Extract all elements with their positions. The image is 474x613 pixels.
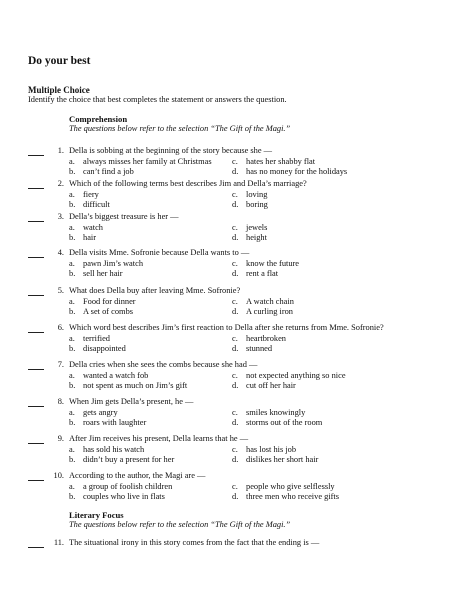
option-letter: c. (232, 408, 238, 417)
answer-option (69, 259, 143, 269)
question-number: 7. (57, 360, 64, 369)
question-text: What does Della buy after leaving Mme. Sofronie? (69, 286, 241, 295)
option-text: watch (83, 223, 103, 232)
answer-blank[interactable] (28, 369, 44, 370)
question-item (0, 323, 474, 353)
option-text: has lost his job (246, 445, 297, 454)
question-number: 6. (57, 323, 64, 332)
answer-option (232, 482, 335, 492)
option-text: storms out of the room (246, 418, 323, 427)
question-text: Della visits Mme. Sofronie because Della wants to — (69, 248, 250, 257)
option-letter: d. (232, 167, 239, 176)
answer-option (69, 445, 144, 455)
answer-option (232, 307, 293, 317)
answer-blank[interactable] (28, 547, 44, 548)
option-text: dislikes her short hair (246, 455, 319, 464)
option-text: difficult (83, 200, 110, 209)
option-text: hair (83, 233, 97, 242)
answer-option (69, 297, 136, 307)
answer-option (69, 157, 212, 167)
question-number: 11. (53, 538, 64, 547)
option-letter: d. (232, 344, 239, 353)
option-text: disappointed (83, 344, 126, 353)
answer-option (69, 190, 99, 200)
answer-option (232, 157, 315, 167)
option-letter: a. (69, 190, 75, 199)
answer-option (69, 344, 126, 354)
question-item (0, 471, 474, 501)
option-letter: b. (69, 381, 76, 390)
option-letter: b. (69, 269, 76, 278)
question-text: The situational irony in this story comes from the fact that the ending is — (69, 538, 320, 547)
option-letter: b. (69, 344, 76, 353)
question-item (0, 179, 474, 209)
comprehension-title: Comprehension (69, 114, 128, 124)
option-text: A watch chain (246, 297, 294, 306)
option-text: a group of foolish children (83, 482, 173, 491)
question-item (0, 248, 474, 278)
option-text: stunned (246, 344, 273, 353)
answer-option (69, 381, 187, 391)
option-letter: d. (232, 233, 239, 242)
answer-blank[interactable] (28, 155, 44, 156)
answer-option (232, 371, 346, 381)
answer-blank[interactable] (28, 257, 44, 258)
option-text: loving (246, 190, 268, 199)
option-letter: d. (232, 307, 239, 316)
answer-blank[interactable] (28, 188, 44, 189)
option-text: Food for dinner (83, 297, 136, 306)
option-letter: d. (232, 455, 239, 464)
option-text: jewels (246, 223, 268, 232)
question-text: Della’s biggest treasure is her — (69, 212, 179, 221)
option-text: heartbroken (246, 334, 286, 343)
option-text: cut off her hair (246, 381, 296, 390)
option-text: sell her hair (83, 269, 123, 278)
question-item (0, 434, 474, 464)
question-text: After Jim receives his present, Della learns that he — (69, 434, 249, 443)
option-letter: a. (69, 223, 75, 232)
option-letter: d. (232, 269, 239, 278)
question-number: 2. (57, 179, 64, 188)
option-text: didn’t buy a present for her (83, 455, 175, 464)
option-letter: b. (69, 492, 76, 501)
option-letter: a. (69, 297, 75, 306)
option-letter: d. (232, 418, 239, 427)
answer-blank[interactable] (28, 332, 44, 333)
answer-option (69, 371, 148, 381)
option-text: not spent as much on Jim’s gift (83, 381, 188, 390)
question-text: Which of the following terms best describes Jim and Della’s marriage? (69, 179, 307, 188)
answer-option (69, 408, 118, 418)
option-letter: a. (69, 259, 75, 268)
answer-option (232, 167, 347, 177)
option-letter: a. (69, 445, 75, 454)
answer-option (232, 381, 296, 391)
option-letter: b. (69, 167, 76, 176)
option-text: terrified (83, 334, 110, 343)
option-text: has no money for the holidays (246, 167, 348, 176)
answer-blank[interactable] (28, 221, 44, 222)
option-text: know the future (246, 259, 300, 268)
question-number: 8. (57, 397, 64, 406)
question-text: Which word best describes Jim’s first reaction to Della after she returns from Mme. Sofronie? (69, 323, 384, 332)
option-letter: c. (232, 297, 238, 306)
option-text: couples who live in flats (83, 492, 165, 501)
option-letter: a. (69, 482, 75, 491)
question-number: 3. (57, 212, 64, 221)
answer-option (69, 482, 172, 492)
option-text: three men who receive gifts (246, 492, 340, 501)
question-number: 4. (57, 248, 64, 257)
option-letter: b. (69, 455, 76, 464)
option-letter: c. (232, 223, 238, 232)
option-letter: c. (232, 190, 238, 199)
option-letter: b. (69, 307, 76, 316)
option-letter: a. (69, 371, 75, 380)
answer-option (232, 334, 286, 344)
option-text: hates her shabby flat (246, 157, 316, 166)
question-number: 9. (57, 434, 64, 443)
answer-option (69, 223, 103, 233)
option-letter: c. (232, 334, 238, 343)
answer-option (232, 259, 299, 269)
section-title: Multiple Choice (28, 85, 90, 95)
option-text: roars with laughter (83, 418, 147, 427)
option-text: people who give selflessly (246, 482, 335, 491)
option-letter: c. (232, 371, 238, 380)
comprehension-note: The questions below refer to the selection “The Gift of the Magi.” (69, 124, 291, 133)
option-text: gets angry (83, 408, 118, 417)
option-text: can’t find a job (83, 167, 134, 176)
answer-option (232, 492, 339, 502)
literary-focus-title: Literary Focus (69, 510, 124, 520)
instructions: Identify the choice that best completes the statement or answers the question. (28, 95, 287, 104)
option-text: smiles knowingly (246, 408, 306, 417)
question-item (0, 286, 474, 316)
answer-option (232, 297, 294, 307)
answer-blank[interactable] (28, 295, 44, 296)
option-text: rent a flat (246, 269, 279, 278)
answer-option (232, 455, 318, 465)
answer-option (69, 455, 174, 465)
option-text: pawn Jim’s watch (83, 259, 144, 268)
question-item (0, 397, 474, 427)
answer-option (232, 344, 272, 354)
question-text: According to the author, the Magi are — (69, 471, 206, 480)
option-letter: c. (232, 259, 238, 268)
answer-option (232, 445, 296, 455)
option-letter: a. (69, 334, 75, 343)
answer-option (232, 223, 267, 233)
question-item (0, 212, 474, 242)
answer-option (69, 167, 134, 177)
answer-blank[interactable] (28, 406, 44, 407)
question-text: Della is sobbing at the beginning of the story because she — (69, 146, 273, 155)
literary-focus-note: The questions below refer to the selection “The Gift of the Magi.” (69, 520, 291, 529)
option-text: fiery (83, 190, 99, 199)
option-text: height (246, 233, 267, 242)
answer-option (232, 269, 278, 279)
option-text: A set of combs (83, 307, 134, 316)
answer-option (69, 233, 96, 243)
option-letter: b. (69, 200, 76, 209)
answer-option (232, 233, 267, 243)
question-number: 1. (57, 146, 64, 155)
option-text: not expected anything so nice (246, 371, 346, 380)
answer-option (69, 200, 110, 210)
question-number: 5. (57, 286, 64, 295)
answer-option (232, 200, 268, 210)
page-title: Do your best (28, 55, 91, 67)
option-letter: a. (69, 408, 75, 417)
option-letter: b. (69, 418, 76, 427)
answer-option (232, 408, 305, 418)
option-letter: d. (232, 200, 239, 209)
answer-option (232, 190, 267, 200)
answer-option (69, 334, 110, 344)
question-item (0, 146, 474, 176)
option-letter: d. (232, 492, 239, 501)
option-text: A curling iron (246, 307, 293, 316)
answer-blank[interactable] (28, 480, 44, 481)
question-text: Della cries when she sees the combs because she had — (69, 360, 258, 369)
option-text: has sold his watch (83, 445, 145, 454)
answer-option (69, 418, 146, 428)
answer-option (69, 492, 165, 502)
answer-option (232, 418, 322, 428)
question-number: 10. (53, 471, 64, 480)
answer-option (69, 307, 133, 317)
option-text: boring (246, 200, 268, 209)
option-text: wanted a watch fob (83, 371, 149, 380)
question-text: When Jim gets Della’s present, he — (69, 397, 194, 406)
option-letter: a. (69, 157, 75, 166)
option-letter: c. (232, 157, 238, 166)
option-letter: b. (69, 233, 76, 242)
option-letter: d. (232, 381, 239, 390)
answer-blank[interactable] (28, 443, 44, 444)
option-text: always misses her family at Christmas (83, 157, 212, 166)
question-item (0, 360, 474, 390)
option-letter: c. (232, 445, 238, 454)
question-item (0, 538, 474, 568)
option-letter: c. (232, 482, 238, 491)
answer-option (69, 269, 123, 279)
